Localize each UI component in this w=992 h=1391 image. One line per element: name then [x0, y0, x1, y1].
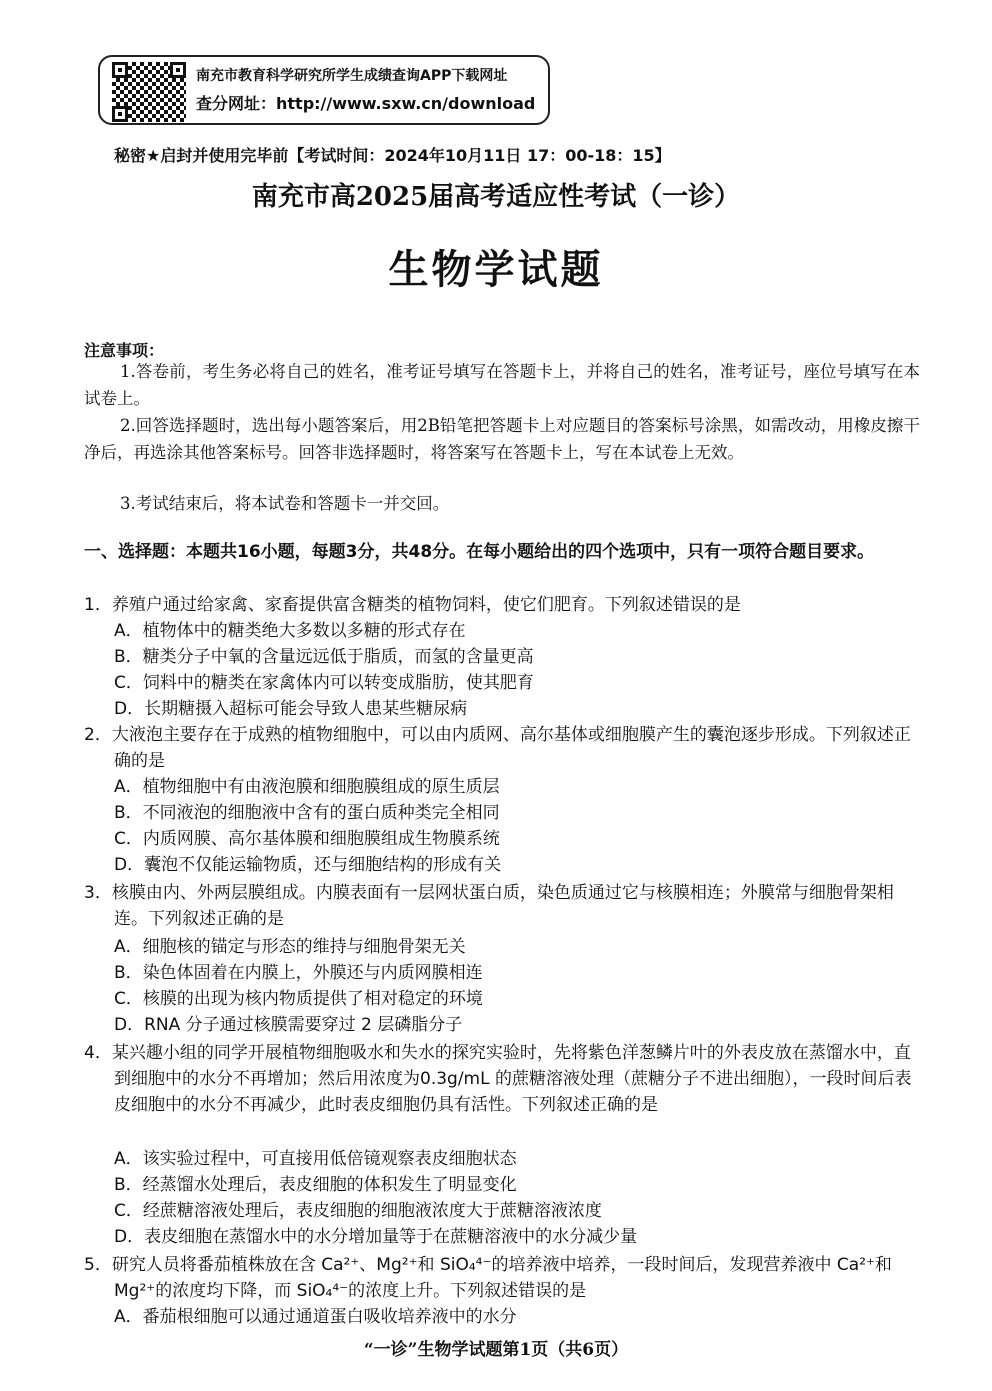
question-option: B．糖类分子中氧的含量远远低于脂质，而氢的含量更高	[114, 647, 534, 667]
question-stem: 2．大液泡主要存在于成熟的植物细胞中，可以由内质网、高尔基体或细胞膜产生的囊泡逐步形成。下列叙述正确的是	[84, 725, 911, 771]
exam-title: 南充市高2025届高考适应性考试（一诊）	[251, 182, 741, 212]
question-option: D．长期糖摄入超标可能会导致人患某些糖尿病	[114, 699, 468, 719]
notice-item: 3.考试结束后，将本试卷和答题卡一并交回。	[120, 494, 450, 513]
question-option: D．RNA 分子通过核膜需要穿过 2 层磷脂分子	[114, 1015, 463, 1035]
qr-code-icon	[112, 62, 186, 122]
question-option: A．该实验过程中，可直接用低倍镜观察表皮细胞状态	[114, 1149, 517, 1169]
banner-title: 南充市教育科学研究所学生成绩查询APP下载网址	[196, 68, 508, 84]
notice-item: 2.回答选择题时，选出每小题答案后，用2B铅笔把答题卡上对应题目的答案标号涂黑，如需改动，用橡皮擦干净后，再选涂其他答案标号。回答非选择题时，将答案写在答题卡上，写在本试卷上无效。	[84, 416, 920, 462]
page-footer: “一诊”生物学试题第1页（共6页）	[363, 1340, 629, 1360]
question-option: C．经蔗糖溶液处理后，表皮细胞的细胞液浓度大于蔗糖溶液浓度	[114, 1201, 602, 1221]
banner-url: 查分网址：http://www.sxw.cn/download	[196, 94, 536, 113]
question-option: A．植物体中的糖类绝大多数以多糖的形式存在	[114, 621, 466, 641]
question-stem: 5．研究人员将番茄植株放在含 Ca²⁺、Mg²⁺和 SiO₄⁴⁻的培养液中培养，一段时间后，发现营养液中 Ca²⁺和 Mg²⁺的浓度均下降，而 SiO₄⁴⁻的浓度上升。下列叙述错误的是	[84, 1255, 892, 1301]
question-stem: 3．核膜由内、外两层膜组成。内膜表面有一层网状蛋白质，染色质通过它与核膜相连；外膜常与细胞骨架相连。下列叙述正确的是	[84, 883, 894, 929]
question-stem: 1．养殖户通过给家禽、家畜提供富含糖类的植物饲料，使它们肥育。下列叙述错误的是	[84, 595, 741, 615]
score-query-banner	[98, 55, 550, 125]
question-option: B．经蒸馏水处理后，表皮细胞的体积发生了明显变化	[114, 1175, 517, 1195]
question-option: A．植物细胞中有由液泡膜和细胞膜组成的原生质层	[114, 777, 500, 797]
question-option: D．囊泡不仅能运输物质，还与细胞结构的形成有关	[114, 855, 502, 875]
section-heading: 一、选择题：本题共16小题，每题3分，共48分。在每小题给出的四个选项中，只有一项符合题目要求。	[84, 542, 875, 562]
question-option: B．不同液泡的细胞液中含有的蛋白质种类完全相同	[114, 803, 500, 823]
notice-heading: 注意事项：	[84, 341, 165, 360]
question-option: D．表皮细胞在蒸馏水中的水分增加量等于在蔗糖溶液中的水分减少量	[114, 1227, 638, 1247]
question-option: A．细胞核的锚定与形态的维持与细胞骨架无关	[114, 937, 466, 957]
question-option: C．饲料中的糖类在家禽体内可以转变成脂肪，使其肥育	[114, 673, 534, 693]
subject-title: 生物学试题	[388, 246, 604, 293]
question-option: C．核膜的出现为核内物质提供了相对稳定的环境	[114, 989, 483, 1009]
question-option: B．染色体固着在内膜上，外膜还与内质网膜相连	[114, 963, 483, 983]
question-option: C．内质网膜、高尔基体膜和细胞膜组成生物膜系统	[114, 829, 500, 849]
question-stem: 4．某兴趣小组的同学开展植物细胞吸水和失水的探究实验时，先将紫色洋葱鳞片叶的外表皮放在蒸馏水中，直到细胞中的水分不再增加；然后用浓度为0.3g/mL 的蔗糖溶液处理（蔗糖分子不进出细胞），一段时间后表皮细胞中的水分不再减少，此时表皮细胞仍具有活性。下列叙述正确的是	[84, 1043, 912, 1115]
exam-time-line: 秘密★启封并使用完毕前【考试时间：2024年10月11日 17：00-18：15】	[114, 146, 671, 165]
notice-item: 1.答卷前，考生务必将自己的姓名，准考证号填写在答题卡上，并将自己的姓名，准考证号，座位号填写在本试卷上。	[84, 362, 920, 408]
question-option: A．番茄根细胞可以通过通道蛋白吸收培养液中的水分	[114, 1307, 517, 1327]
